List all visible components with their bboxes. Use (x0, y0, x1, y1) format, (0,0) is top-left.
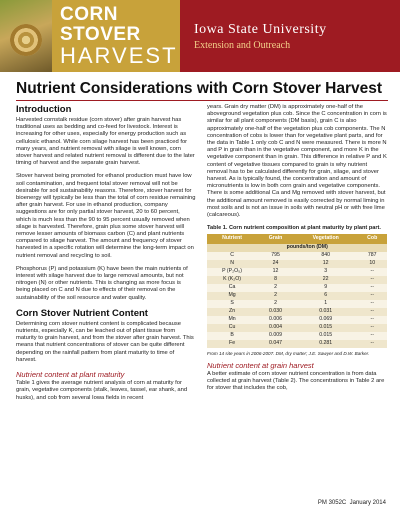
table-cell: 10 (357, 260, 387, 268)
harvest-subheading: Nutrient content at grain harvest (207, 361, 314, 371)
table-cell: N (207, 260, 257, 268)
header-nutrient: Nutrient (207, 234, 257, 243)
table-row (207, 252, 387, 260)
extension-name: Extension and Outreach (194, 39, 291, 51)
table-row (207, 276, 387, 284)
table-cell: -- (357, 292, 387, 300)
table-unit-row (207, 244, 387, 252)
publication-code: PM 3052C (317, 500, 347, 506)
table-row (207, 292, 387, 300)
table-cell: 3 (294, 268, 357, 276)
table-cell: 0.069 (294, 316, 357, 324)
table-cell: 787 (357, 252, 387, 260)
right-column (207, 104, 387, 399)
maturity-paragraph: Table 1 gives the average nutrient analysis of corn at maturity for grain, vegetative components (stalk, leaves, tassel, ear shank, and husks), and cob from several Iowa fields in recent (16, 380, 188, 401)
intro-heading: Introduction (16, 104, 72, 115)
table-cell: 0.015 (294, 324, 357, 332)
table-cell: 0.004 (257, 324, 294, 332)
table-cell: 0.031 (294, 308, 357, 316)
table-row (207, 260, 387, 268)
nutrient-content-heading: Corn Stover Nutrient Content (16, 307, 148, 319)
table-row (207, 324, 387, 332)
table-cell: Fe (207, 340, 257, 348)
university-logo-block (180, 0, 400, 72)
table-cell: 0.030 (257, 308, 294, 316)
table-cell: -- (357, 300, 387, 308)
table-row (207, 308, 387, 316)
table-cell: 8 (257, 276, 294, 284)
table-cell: Mn (207, 316, 257, 324)
table-cell: Mg (207, 292, 257, 300)
table-cell: 2 (257, 292, 294, 300)
table-row (207, 300, 387, 308)
table-caption: Table 1. Corn nutrient composition at plant maturity by plant part. (207, 225, 381, 232)
intro-paragraph-1: Harvested cornstalk residue (corn stover) after grain harvest has traditional uses as bedding and co-feed for livestock. Interest is increasing for other uses, especially for energy production such as cellulosic ethanol. While corn silage harvest has been practiced for many years, and nutrient removal with silage is well known, corn stover harvest and related nutrient removal is different due to the later timing of harvest and the separate grain harvest. (16, 117, 195, 167)
table-cell: 0.006 (257, 316, 294, 324)
table-cell: -- (357, 276, 387, 284)
table-cell: 22 (294, 276, 357, 284)
header-banner (0, 0, 400, 72)
unit-cell-blank (357, 244, 387, 252)
right-paragraph-1: years. Grain dry matter (DM) is approximately one-half of the aboveground vegetation plus cob. Since the C concentration in corn is similar for all plant components (DM basis), grain C is also approximately one-half of the vegetation plus cob components. The N concentration of cobs is lower than for vegetative plant parts, and for the data in Table 1 only cob C and N were measured. There is more N and P in grain than in the vegetative component, and more K in the vegetative component than in grain. This difference in relative P and K content of vegetative tissues compared to grain is why nutrient removal has to be calculated differently for grain, silage, and stover harvest. As is typically found, the concentration and amount of micronutrients is low in both corn grain and vegetative components. There is some additional Ca and Mg removed with stover harvest, but the additional amount removed is easily corrected by normal liming in most soils and is not an issue in soils with neutral pH or with free lime (calcareous). (207, 104, 387, 219)
table-cell: -- (357, 324, 387, 332)
table-cell: -- (357, 308, 387, 316)
table-cell: S (207, 300, 257, 308)
table-cell: -- (357, 332, 387, 340)
table-row (207, 332, 387, 340)
table-cell: Zn (207, 308, 257, 316)
unit-cell-blank (207, 244, 257, 252)
intro-paragraph-2: Stover harvest being promoted for ethanol production must have low soil contamination, and frequent total stover removal will not be desirable for soil sustainability reasons. Therefore, stover harvest for bioenergy will typically be less than the total of corn residue remaining after grain harvest. For use in ethanol production, company suggestions are for only partial stover harvest, 20 to 60 percent, which is much less than the 90 to 95 percent usually removed when silage is harvested. Therefore, grain plus some stover harvest will remove lesser amounts of biomass carbon (C) and plant nutrients compared to silage harvest. The amount and frequency of stover harvested in a specific rotation will determine the long-term impact on nutrient removal and recycling to soil. (16, 173, 196, 259)
left-column (16, 104, 196, 408)
header-cob: Cob (357, 234, 387, 243)
publication-date: January 2014 (349, 500, 386, 506)
unit-cell: pounds/ton (DM) (257, 244, 357, 252)
title-divider (16, 100, 388, 101)
table-cell: K (K₂O) (207, 276, 257, 284)
hay-bale-icon (10, 24, 42, 56)
corn-bale-photo (0, 0, 52, 72)
program-title-block (52, 0, 180, 72)
table-cell: 2 (257, 300, 294, 308)
university-name: Iowa State University (194, 21, 327, 37)
table-cell: 2 (257, 284, 294, 292)
footer (318, 500, 386, 506)
table-cell: -- (357, 268, 387, 276)
table-note: From 14 site years in 2006-2007. DM, dry matter; J.E. Sawyer and D.W. Barker. (207, 350, 370, 356)
nutrient-table (207, 234, 387, 347)
table-cell: -- (357, 340, 387, 348)
maturity-subheading: Nutrient content at plant maturity (16, 370, 125, 380)
intro-paragraph-3: Phosphorus (P) and potassium (K) have been the main nutrients of interest with silage harvest due to large removal amounts, but not nitrogen (N) or other nutrients. This is changing as more focus is being placed on C and N due to effects of their removal on the sustainability of the soil resource and water quality. (16, 265, 188, 301)
table-cell: -- (357, 316, 387, 324)
table-row (207, 268, 387, 276)
table-cell: C (207, 252, 257, 260)
table-cell: 9 (294, 284, 357, 292)
document-title: Nutrient Considerations with Corn Stover Harvest (16, 80, 383, 97)
right-paragraph-2: A better estimate of corn stover nutrient concentration is from data collected at grain harvest (Table 2). The concentrations in Table 2 are for stover that includes the cob, (207, 371, 385, 392)
table-row (207, 340, 387, 348)
table-cell: 795 (257, 252, 294, 260)
table-row (207, 316, 387, 324)
table-cell: Ca (207, 284, 257, 292)
nutrient-content-paragraph: Determining corn stover nutrient content is complicated because nutrients, especially K, can be leached out of plant tissue from maturity to grain harvest, and from the stover after grain harvest. This means that nutrient concentrations of stover can be quite different depending on the rainfall pattern from plant maturity to time of harvest. (16, 320, 194, 363)
table-cell: 0.047 (257, 340, 294, 348)
header-grain: Grain (257, 234, 294, 243)
table-row (207, 284, 387, 292)
table-cell: 840 (294, 252, 357, 260)
table-cell: 0.281 (294, 340, 357, 348)
table-header-row (207, 234, 387, 243)
table-cell: 12 (257, 268, 294, 276)
program-title-line2: HARVEST (60, 43, 178, 68)
table-cell: 0.015 (294, 332, 357, 340)
table-cell: 0.009 (257, 332, 294, 340)
header-vegetation: Vegetation (294, 234, 357, 243)
table-cell: 1 (294, 300, 357, 308)
table-cell: B (207, 332, 257, 340)
table-cell: 12 (294, 260, 357, 268)
table-cell: -- (357, 284, 387, 292)
table-cell: P (P₂O₅) (207, 268, 257, 276)
program-title-line1: CORN STOVER (60, 4, 141, 45)
table-cell: 6 (294, 292, 357, 300)
table-cell: 24 (257, 260, 294, 268)
table-cell: Cu (207, 324, 257, 332)
